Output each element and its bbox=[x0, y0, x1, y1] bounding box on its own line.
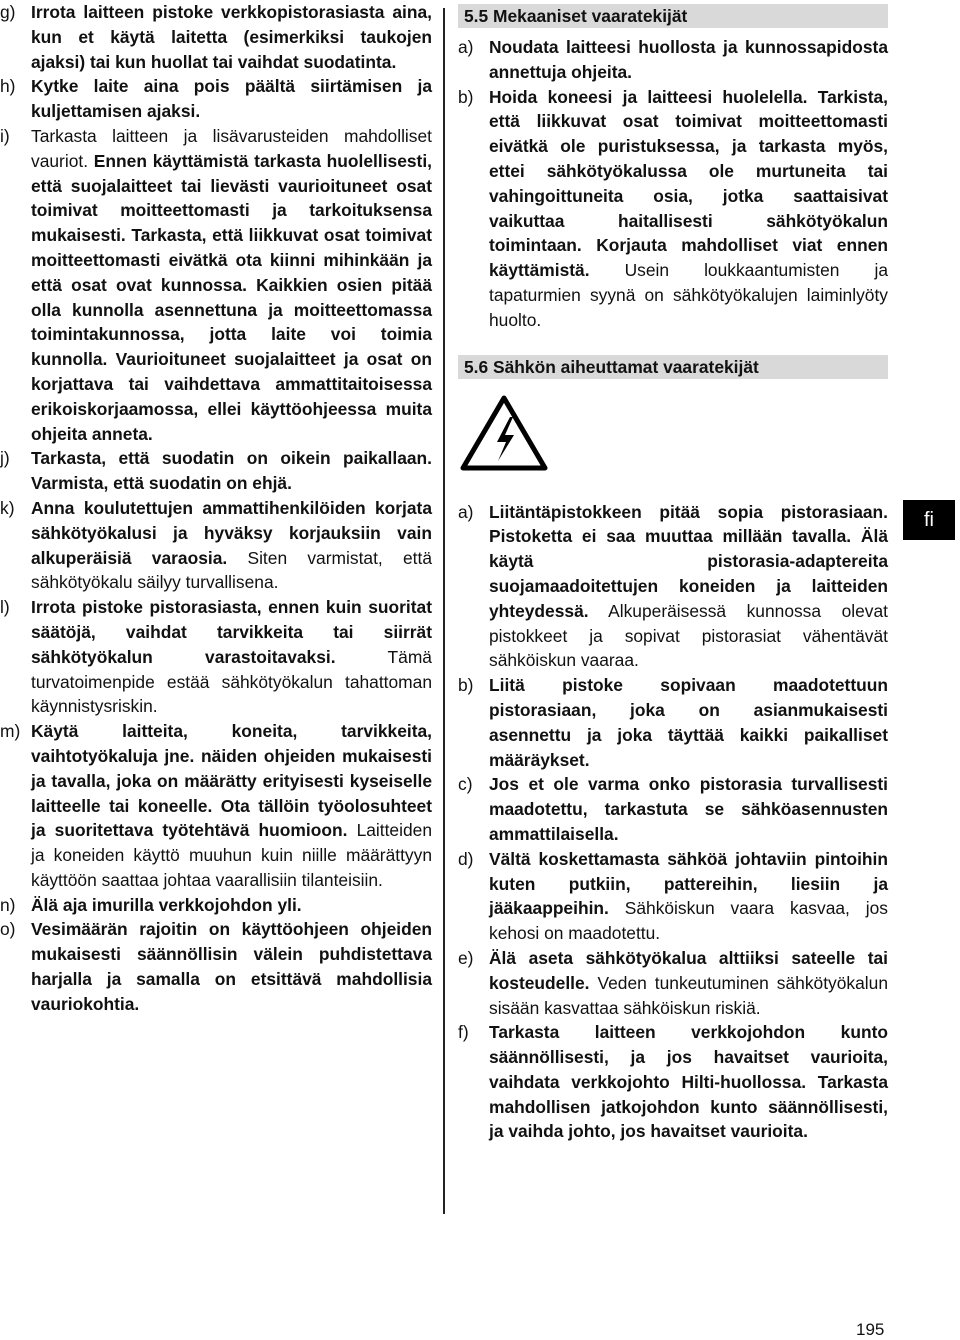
list-item-f bbox=[458, 1020, 888, 1144]
item-text bbox=[31, 124, 432, 446]
item-bold-text: Vesimäärän rajoitin on käyttöohjeen ohjeiden mukaisesti säännöllisin välein puhdistettava harjalla ja samalla on etsittävä mahdollisia vauriokohtia. bbox=[31, 919, 432, 1014]
item-label: n) bbox=[0, 894, 16, 915]
list-item-a bbox=[458, 500, 888, 674]
list-item-b bbox=[458, 85, 888, 333]
item-bold-text: Hoida koneesi ja laitteesi huolelella. Tarkista, että liikkuvat osat toimivat moitteettomasti eivätkä ole puristuksessa, ja tarkasta myös, ettei sähkötyökalussa ole murtuneita tai vahingoittuneita osia, jotka saattaisivat vaikuttaa haitallisesti sähkötyökalun toimintaan. Korjauta mahdolliset viat ennen käyttämistä. bbox=[489, 86, 888, 281]
list-item-e bbox=[458, 946, 888, 1020]
item-bold-text: Anna koulutettujen ammattihenkilöiden korjata sähkötyökalusi ja hyväksy korjauksiin vain alkuperäisiä varaosia. bbox=[31, 497, 432, 568]
item-normal-text: Usein loukkaantumisten ja tapaturmien syynä on sähkötyökalujen laiminlyöty huolto. bbox=[489, 260, 888, 330]
item-text bbox=[489, 85, 888, 333]
item-bold-text: Liitäntäpistokkeen pitää sopia pistorasiaan. Pistoketta ei saa muuttaa millään tavalla. Älä käytä pistorasia-adaptereita suojamaadoitettujen koneiden ja laitteiden yhteydessä. bbox=[489, 501, 888, 621]
item-text bbox=[489, 847, 888, 946]
list-item-h bbox=[0, 74, 432, 124]
list-item-d bbox=[458, 847, 888, 946]
item-bold-text: Ennen käyttämistä tarkasta huolellisesti, että suojalaitteet tai lievästi vaurioituneet osat toimivat moitteettomasti ja tarkoituksensa mukaisesti. Tarkasta, että liikkuvat osat toimivat moitteettomasti eivätkä ota kiinni mihinkään ja että osat ovat kunnossa. Kaikkien osien pitää olla kunnolla asennettuna ja moitteettomassa toimintakunnossa, jotta laite voi toimia kunnolla. Vaurioituneet suojalaitteet ja osat on korjattava tai vaihdettava ammattitaitoisessa erikoiskorjaamossa, ellei käyttöohjeessa muita ohjeita anneta. bbox=[31, 150, 432, 444]
item-text bbox=[489, 35, 888, 85]
item-bold-text: Älä aja imurilla verkkojohdon yli. bbox=[31, 894, 302, 915]
item-label: g) bbox=[0, 2, 16, 22]
item-bold-text: Tarkasta, että suodatin on oikein paikallaan. Varmista, että suodatin on ehjä. bbox=[31, 448, 432, 494]
item-text bbox=[31, 0, 432, 74]
item-text bbox=[489, 673, 888, 772]
item-label: h) bbox=[0, 76, 16, 97]
list-item-c bbox=[458, 772, 888, 846]
item-text bbox=[31, 917, 432, 1016]
list-item-k bbox=[0, 496, 432, 595]
item-normal-text: Tämä turvatoimenpide estää sähkötyökalun tahattoman käynnistysriskin. bbox=[31, 646, 432, 717]
item-bold-text: Älä aseta sähkötyökalua alttiiksi sateelle tai kosteudelle. bbox=[489, 947, 888, 993]
item-label: a) bbox=[458, 37, 474, 57]
item-normal-text: Laitteiden ja koneiden käyttö muuhun kuin niille määrättyyn käyttöön saattaa johtaa vaarallisiin tilanteisiin. bbox=[31, 820, 432, 890]
item-bold-text: Kytke laite aina pois päältä siirtämisen ja kuljettamisen ajaksi. bbox=[31, 76, 432, 122]
list-item-b bbox=[458, 673, 888, 772]
language-tag: fi bbox=[903, 500, 955, 540]
item-label: j) bbox=[0, 448, 10, 469]
item-bold-text: Käytä laitteita, koneita, tarvikkeita, vaihtotyökaluja jne. näiden ohjeiden mukaisesti ja tavalla, joka on määrätty erityisesti kyseiselle laitteelle tai koneelle. Ota tällöin työolosuhteet ja suoritettava työtehtävä huomioon. bbox=[31, 721, 432, 841]
list-item-g bbox=[0, 0, 432, 74]
item-label: l) bbox=[0, 597, 10, 618]
item-text bbox=[489, 500, 888, 674]
left-column bbox=[0, 0, 432, 1017]
item-label: i) bbox=[0, 125, 10, 146]
item-bold-text: Irrota laitteen pistoke verkkopistorasiasta aina, kun et käytä laitetta (esimerkiksi taukojen ajaksi) tai kun huollat tai vaihdat suodatinta. bbox=[31, 2, 432, 72]
item-normal-text: Tarkasta laitteen ja lisävarusteiden mahdolliset vauriot. bbox=[31, 125, 432, 171]
list-item-l bbox=[0, 595, 432, 719]
item-label: e) bbox=[458, 947, 474, 968]
page-number: 195 bbox=[856, 1320, 885, 1339]
item-text bbox=[489, 1020, 888, 1144]
item-text bbox=[31, 496, 432, 595]
item-normal-text: Veden tunkeutuminen sähkötyökalun sisään kasvattaa sähköiskun riskiä. bbox=[489, 972, 888, 1018]
electric-hazard-warning-icon bbox=[460, 395, 548, 471]
item-bold-text: Noudata laitteesi huollosta ja kunnossapidosta annettuja ohjeita. bbox=[489, 37, 888, 82]
item-text bbox=[31, 595, 432, 719]
item-bold-text: Irrota pistoke pistorasiasta, ennen kuin suoritat säätöjä, vaihdat tarvikkeita tai siirrät sähkötyökalun varastoitavaksi. bbox=[31, 597, 432, 667]
section-heading-mechanical: 5.5 Mekaaniset vaaratekijät bbox=[458, 4, 888, 28]
list-item-j bbox=[0, 446, 432, 496]
item-normal-text: Sähköiskun vaara kasvaa, jos kehosi on maadotettu. bbox=[489, 898, 888, 944]
item-text bbox=[31, 893, 432, 918]
item-label: k) bbox=[0, 497, 15, 518]
item-normal-text: Alkuperäisessä kunnossa olevat pistokkeet ja sopivat pistorasiat vähentävät sähköiskun vaaraa. bbox=[489, 600, 888, 671]
item-text bbox=[31, 719, 432, 893]
item-label: f) bbox=[458, 1022, 469, 1043]
list-item-m bbox=[0, 719, 432, 893]
list-item-i bbox=[0, 124, 432, 446]
item-text bbox=[489, 772, 888, 846]
item-bold-text: Liitä pistoke sopivaan maadotettuun pistorasiaan, joka on asianmukaisesti asennettu ja joka täyttää kaikki paikalliset määräykset. bbox=[489, 675, 888, 770]
item-text bbox=[489, 946, 888, 1020]
item-label: b) bbox=[458, 86, 474, 107]
list-item-n bbox=[0, 893, 432, 918]
list-item-o bbox=[0, 917, 432, 1016]
right-column bbox=[458, 4, 888, 1144]
item-text bbox=[31, 446, 432, 496]
item-bold-text: Vältä koskettamasta sähköä johtaviin pintoihin kuten putkiin, pattereihin, liesiin ja jääkaappeihin. bbox=[489, 848, 888, 919]
item-label: d) bbox=[458, 848, 474, 869]
column-divider bbox=[443, 8, 445, 1214]
item-label: b) bbox=[458, 675, 474, 696]
section-heading-electrical: 5.6 Sähkön aiheuttamat vaaratekijät bbox=[458, 355, 888, 379]
item-label: a) bbox=[458, 501, 474, 522]
item-label: c) bbox=[458, 774, 473, 795]
list-item-a bbox=[458, 35, 888, 85]
item-bold-text: Jos et ole varma onko pistorasia turvallisesti maadotettu, tarkastuta se sähköasennusten ammattilaisella. bbox=[489, 774, 888, 844]
item-normal-text: Siten varmistat, että sähkötyökalu säilyy turvallisena. bbox=[31, 547, 432, 593]
item-label: o) bbox=[0, 919, 16, 940]
item-bold-text: Tarkasta laitteen verkkojohdon kunto säännöllisesti, ja jos havaitset vaurioita, vaihdata verkkojohto Hilti-huollossa. Tarkasta mahdollisen jatkojohdon kunto säännöllisesti, ja vaihda johto, jos havaitset vaurioita. bbox=[489, 1022, 888, 1142]
item-label: m) bbox=[0, 721, 21, 742]
item-text bbox=[31, 74, 432, 124]
